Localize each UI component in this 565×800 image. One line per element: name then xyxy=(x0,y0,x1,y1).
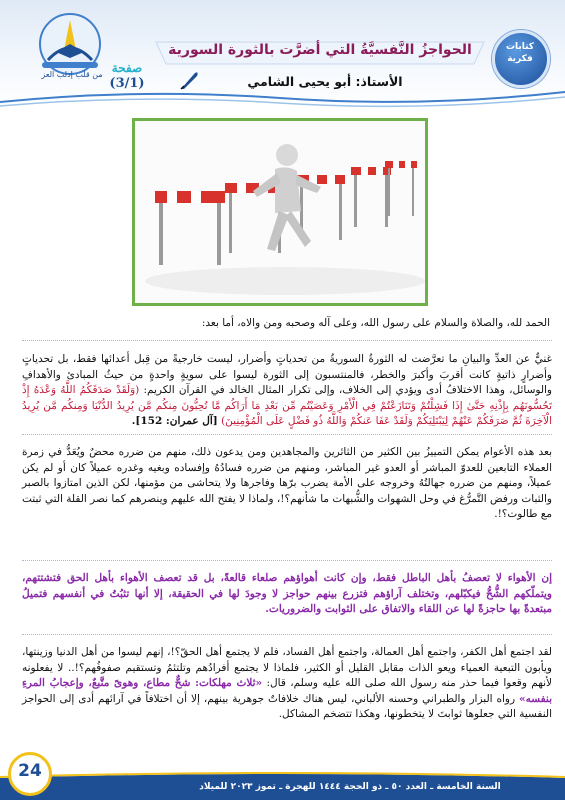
divider-1 xyxy=(22,340,552,341)
quill-pen-icon xyxy=(178,70,200,92)
article-image-frame xyxy=(132,118,428,306)
hurdle-4 xyxy=(351,167,391,227)
page-number: 24 xyxy=(18,761,42,781)
author-label: الأستاذ: xyxy=(355,74,403,89)
paragraph-2: بعد هذه الأعوام يمكن التمييزُ بين الكثير من الثائرين والمجاهدين ومن يدعون ذلك، منهم من ضرره محضٌ ويُعَدُّ في زمرة العملاء التابعين للعدوّ المباشر أو العدو غير المباشر، ومنهم من ضرره فسادُهُ وإفساده وبغيه وغدره عميلاً كان أو لم يكن عميلاً، ومنهم من ضرره جهالتُهُ وخروجه على الأمة يضرب برّها وفاجرها ولا يتحاشى من مؤمنها، لكن الذين امتازوا بالصبر والثبات ورفض التَّمرُّغ في وحل الشهوات والشُّبهات ما شأنهم؟!، ولماذا لا يفتح الله عليهم وينصرهم كما نصر القلة التي ثبتت مع طالوت؟!. xyxy=(22,446,552,520)
page-indicator-label: صفحة xyxy=(111,61,143,75)
paragraph-1 xyxy=(22,352,552,430)
author-line xyxy=(200,74,450,89)
paragraph-4-text-a: لقد اجتمع أهل الكفر، واجتمع أهل العمالة، واجتمع أهل الفساد، فلم لا يجتمع أهل الحقّ؟!، إنهم ليسوا من أهل الدنيا وزينتها، ويأبون التبعية العمياء ويعو الذات مقابل القليل أو الكثير، فلماذا لا يجتمع أفرادُهم وتلتئمُ وتستقيم صفوفُهم؟!.. لا يفعلونه لأنهم وقعوا فيما حذر منه رسول الله صلى الله عليه وسلم، قال: xyxy=(22,646,553,689)
divider-4 xyxy=(22,634,552,635)
paragraph-4-text-b: رواه البزار والطبراني وحسنه الألباني، ليس هناك خلافاتٌ جوهرية بينهم، إلا أن اختلافاً في آرائهم أدى إلى الحواجز النفسية التي جعلوها ثوابتَ لا يتخطونها، وهكذا تتضخم المشاكل. xyxy=(22,692,552,720)
intro-paragraph: الحمد لله، والصلاة والسلام على رسول الله، وعلى آله وصحبه ومن والاه، أما بعد: xyxy=(201,317,550,329)
hadith-quote: «ثلاث مهلكات: شحٌّ مطاع، وهوىً متَّبعٌ، وإعجابُ المرءِ بنفسه» xyxy=(22,677,552,705)
divider-3 xyxy=(22,560,552,561)
logo-tagline: من قلب إدلب العز xyxy=(41,70,103,79)
verse-reference: [آل عمران: 152]. xyxy=(131,415,218,427)
quran-verse: (وَلَقَدْ صَدَقَكُمُ اللَّهُ وَعْدَهُ إِذْ تَحُسُّونَهُم بِإِذْنِهِ حَتَّىٰ إِذَا فَشِلْتُمْ وَتَنَازَعْتُمْ فِي الْأَمْرِ وَعَصَيْتُم مِّن بَعْدِ مَا أَرَاكُم مَّا تُحِبُّونَ مِنكُم مَّن يُرِيدُ الدُّنْيَا وَمِنكُم مَّن يُرِيدُ الْآخِرَةَ ثُمَّ صَرَفَكُمْ عَنْهُمْ لِيَبْتَلِيَكُمْ وَلَقَدْ عَفَا عَنكُمْ وَاللَّهُ ذُو فَضْلٍ عَلَى الْمُؤْمِنِينَ) xyxy=(22,384,552,427)
runner-figure xyxy=(253,144,321,251)
paragraph-1-text: غنيٌّ عن العدِّ والبيانِ ما تعرَّضت له الثورةُ السوريةُ من تحدياتٍ وأضرار، ليست خارجيةً من قِبل أعدائها فقط، بل تحدياتٍ وأضرارٍ ذاتيةٍ كانت أقربَ وأكبرَ والخطر، فالمنتسبون إلى الثورة ليسوا على سويةٍ واحدةٍ من حيثُ المبادئ والأهدافِ والوسائل، وهذا الاختلافُ أدى ويؤدي إلى الخلاف، وإلى تكرار المثال الخالد في القرآن الكريم: xyxy=(22,353,553,396)
badge-line-2: فكرية xyxy=(507,54,533,64)
paragraph-3-highlight: إن الأهواء لا تعصفُ بأهل الباطل فقط، وإن كانت أهواؤهم صلعاء قالعةً، بل قد تعصف الأهواء بأهل الحق فتشتتهم، ويتملّكهم الشُّحُّ فيكبّلهم، وتختلف آراؤهم فتزرع بينهم حواجز لا وجودَ لها في الحقيقة، إلا أنها تثبُتُ في أنفسهم فتميلُ مبتعدةً بها حاجزةً لها عن اللقاء والاتفاق على الثوابت والضروريات. xyxy=(22,572,552,615)
badge-line-1: كتابات xyxy=(505,42,535,52)
page-indicator-number: (3/1) xyxy=(109,76,145,91)
hurdle-5 xyxy=(385,161,417,216)
article-image xyxy=(135,121,425,303)
paragraph-4 xyxy=(22,645,552,723)
page-indicator xyxy=(104,54,150,100)
issue-info: السنة الخامسة ـ العدد ٥٠ ـ ذو الحجة ١٤٤٤ للهجرة ـ تموز ٢٠٢٣ للميلاد xyxy=(199,782,501,792)
hurdle-1 xyxy=(155,191,225,265)
divider-2 xyxy=(22,434,552,435)
section-badge-text xyxy=(494,41,546,65)
hurdles-runner-illustration-icon xyxy=(135,121,425,303)
author-name: أبو يحيى الشامي xyxy=(247,74,352,89)
article-title: الحواجزُ النَّفسيَّةُ التي أضرَّت بالثورة السورية xyxy=(168,42,472,58)
